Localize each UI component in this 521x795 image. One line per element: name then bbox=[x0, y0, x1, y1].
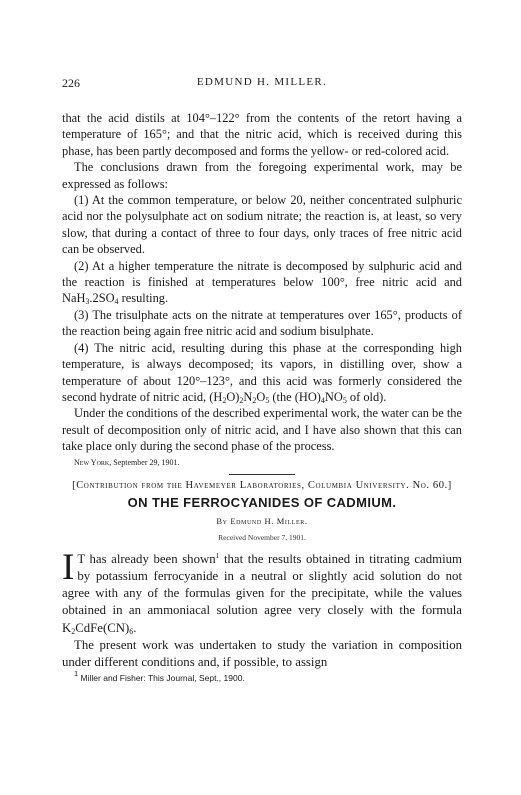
dateline bbox=[62, 456, 462, 470]
paragraph-final-remark: Under the conditions of the described experimental work, the water can be the result of decomposition only of nitric acid, and I have also shown that this can take place only during the second phase of the process. bbox=[62, 406, 462, 454]
footnote bbox=[62, 669, 462, 684]
footnote-ref: 1 bbox=[215, 550, 220, 560]
paragraph-conclusion-1: (1) At the common temperature, or below 20, neither concentrated sulphuric acid nor the polysulphate act on sodium nitrate; the reaction is, at least, so very slow, that during a contact of three to four days, only traces of free nitric acid can be observed. bbox=[62, 193, 462, 257]
running-title: EDMUND H. MILLER. bbox=[196, 76, 328, 88]
paragraph-purpose: The present work was undertaken to study the variation in composition under different conditions and, if possible, to assign bbox=[62, 637, 462, 669]
drop-cap: I bbox=[62, 546, 75, 588]
page-number: 226 bbox=[62, 76, 80, 90]
dateline-place: New York, bbox=[74, 457, 112, 467]
paragraph-opening: I T has already been shown$^1$ that the results obtained in titrating cadmium by potassium ferrocyanide in a neutral or slightly acid solution do not agree with any of the formulas given for the precipitate, while the values obtained in an ammoniacal solution agree very closely with the formula $K_2CdFe(CN)_6$. bbox=[62, 546, 462, 636]
paragraph-conclusion-4: (4) The nitric acid, resulting during this phase at the corresponding high temperature, is always decomposed; its vapors, in distilling over, show a temperature of about 120°–123°, and this acid was formerly considered the second hydrate of nitric acid, $(H_2O)_2N_2O_5$ (the $(HO)_4NO_5$ of old). bbox=[62, 340, 462, 405]
paragraph-conclusion-2: (2) At a higher temperature the nitrate is decomposed by sulphuric acid and the reaction is finished at temperatures below 100°, free nitric acid and $NaH_3.2SO_4$ resulting. bbox=[62, 258, 462, 307]
page-body bbox=[62, 110, 462, 684]
paragraph-conclusions-intro: The conclusions drawn from the foregoing experimental work, may be expressed as follows: bbox=[62, 160, 462, 191]
contribution-line: [Contribution from the Havemeyer Laboratories, Columbia University. No. 60.] bbox=[72, 479, 452, 491]
article-title: ON THE FERROCYANIDES OF CADMIUM. bbox=[127, 494, 397, 510]
paragraph-conclusion-3: (3) The trisulphate acts on the nitrate at temperatures over 165°, products of the reaction being again free nitric acid and sodium bisulphate. bbox=[62, 307, 462, 339]
article-body bbox=[62, 546, 462, 671]
paragraph-continued: that the acid distils at 104°–122° from the contents of the retort having a temperature of 165°; and that the nitric acid, which is received during this phase, has been partly decomposed and forms the yellow- or red-colored acid. bbox=[62, 111, 462, 158]
byline: By Edmund H. Miller. bbox=[216, 515, 308, 526]
dateline-date: September 29, 1901. bbox=[113, 457, 180, 467]
running-head bbox=[62, 76, 462, 92]
footnote-text: Miller and Fisher: This Journal, Sept., 1900. bbox=[80, 673, 245, 684]
section-divider bbox=[229, 474, 295, 475]
received-date: Received November 7, 1901. bbox=[218, 533, 306, 543]
footnote-mark: 1 bbox=[74, 669, 79, 679]
